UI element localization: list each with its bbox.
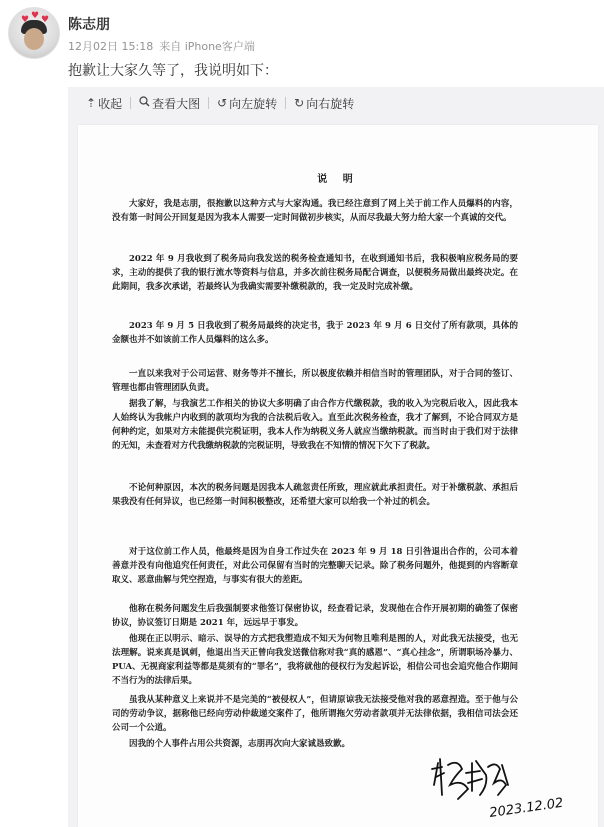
- statement-title: 说 明: [317, 174, 359, 185]
- rotate-left-icon: ↺: [217, 96, 228, 110]
- statement-paragraph: 大家好，我是志朋，很抱歉以这种方式与大家沟通。我已经注意到了网上关于前工作人员爆料的内容，没有第一时间公开回复是因为我本人需要一定时间做初步核实，从而尽我最大努力给大家一个真诚的交代。: [112, 199, 518, 223]
- statement-paragraph: 一直以来我对于公司运营、财务等并不擅长，所以极度依赖并相信当时的管理团队，对于合同的签订、管理也都由管理团队负责。: [112, 369, 518, 393]
- statement-image[interactable]: [78, 125, 598, 827]
- media-viewer: [68, 87, 604, 827]
- statement-paragraph: 对于这位前工作人员，他最终是因为自身工作过失在 2023 年 9 月 18 日引咎退出合作的，公司本着善意并没有向他追究任何责任，对此公司保留有当时的完整聊天记录。除了税务问题外，他提到的内容断章取义、恶意曲解与凭空捏造，与事实有很大的差距。: [112, 547, 518, 585]
- statement-paragraph: 据我了解，与我演艺工作相关的协议大多明确了由合作方代缴税款，我的收入为完税后收入，因此我本人始终认为我帐户内收到的款项均为我的合法税后收入。直至此次税务检查，我才了解到，不论合同双方是何种约定，如果对方未能提供完税证明，我本人作为纳税义务人就应当缴纳税款。而当时由于我们对于法律的无知，未查看对方代我缴纳税款的完税证明，导致我在不知情的情况下欠下了税款。: [112, 399, 518, 451]
- magnifier-icon: [139, 96, 150, 110]
- toolbar-divider: [130, 97, 131, 109]
- heart-icon: ♥: [41, 15, 50, 25]
- arrow-up-icon: ⇡: [86, 96, 97, 110]
- post-source[interactable]: 来自 iPhone客户端: [159, 40, 255, 53]
- statement-paragraph: 因我的个人事件占用公共资源，志朋再次向大家诚恳致歉。: [129, 739, 351, 749]
- heart-icon: ♥: [21, 15, 30, 25]
- statement-paragraph: 他称在税务问题发生后我强制要求他签订保密协议，经查看记录，发现他在合作开展初期的确签了保密协议，协议签订日期是 2021 年，远远早于事发。: [112, 604, 518, 628]
- view-large-button[interactable]: [139, 95, 200, 112]
- statement-paragraph: 2022 年 9 月我收到了税务局向我发送的税务检查通知书，在收到通知书后，我积极响应税务局的要求，主动的提供了我的银行流水等资料与信息，并多次前往税务局配合调查，以便税务局做出最终决定。在此期间，我多次承诺，若最终认为我确实需要补缴税款的，我一定及时完成补缴。: [112, 254, 518, 292]
- rotate-left-button[interactable]: [217, 95, 277, 112]
- statement-paragraph: 虽我从某种意义上来说并不是完美的“被侵权人”，但请原谅我无法接受他对我的恶意捏造。至于他与公司的劳动争议，据称他已经向劳动仲裁递交案件了，他所谓拖欠劳动者款项并无法律依据，我相信司法会还公司一个公道。: [112, 695, 518, 733]
- rotate-right-label: 向右旋转: [306, 96, 355, 111]
- statement-paragraph: 他现在正以明示、暗示、误导的方式把我塑造成不知天为何物且唯利是图的人，对此我无法接受，也无法理解。说来真是讽刺，他退出当天正曾向我发送微信称对我“真的感恩”、“真心挂念”，所谓职场冷暴力、PUA、无视商家利益等都是莫须有的“罪名”，我将就他的侵权行为发起诉讼，相信公司也会追究他合作期间不当行为的法律后果。: [112, 634, 518, 686]
- view-large-label: 查看大图: [152, 96, 201, 111]
- avatar-face: [24, 28, 44, 50]
- post-date[interactable]: 12月02日 15:18: [68, 40, 154, 53]
- toolbar-divider: [208, 97, 209, 109]
- media-toolbar: [68, 87, 604, 119]
- rotate-right-icon: ↻: [294, 96, 305, 110]
- handwritten-signature: [428, 755, 578, 825]
- svg-text:2023.12.02: 2023.12.02: [488, 795, 565, 821]
- avatar[interactable]: [8, 7, 60, 59]
- statement-paragraph: 2023 年 9 月 5 日我收到了税务局最终的决定书，我于 2023 年 9 月 6 日交付了所有款项，具体的金额也并不如该前工作人员爆料的这么多。: [112, 321, 518, 345]
- statement-paragraph: 不论何种原因，本次的税务问题是因我本人疏忽责任所致，理应就此承担责任。对于补缴税款、承担后果我没有任何异议，也已经第一时间积极整改，还希望大家可以给我一个补过的机会。: [112, 483, 518, 507]
- collapse-button[interactable]: [86, 95, 122, 112]
- collapse-label: 收起: [98, 96, 123, 111]
- heart-icon: ♥: [31, 11, 40, 21]
- username[interactable]: 陈志朋: [68, 17, 110, 33]
- post-text: 抱歉让大家久等了，我说明如下：: [68, 63, 278, 79]
- rotate-left-label: 向左旋转: [229, 96, 278, 111]
- toolbar-divider: [285, 97, 286, 109]
- rotate-right-button[interactable]: [294, 95, 354, 112]
- post-meta: [68, 38, 261, 54]
